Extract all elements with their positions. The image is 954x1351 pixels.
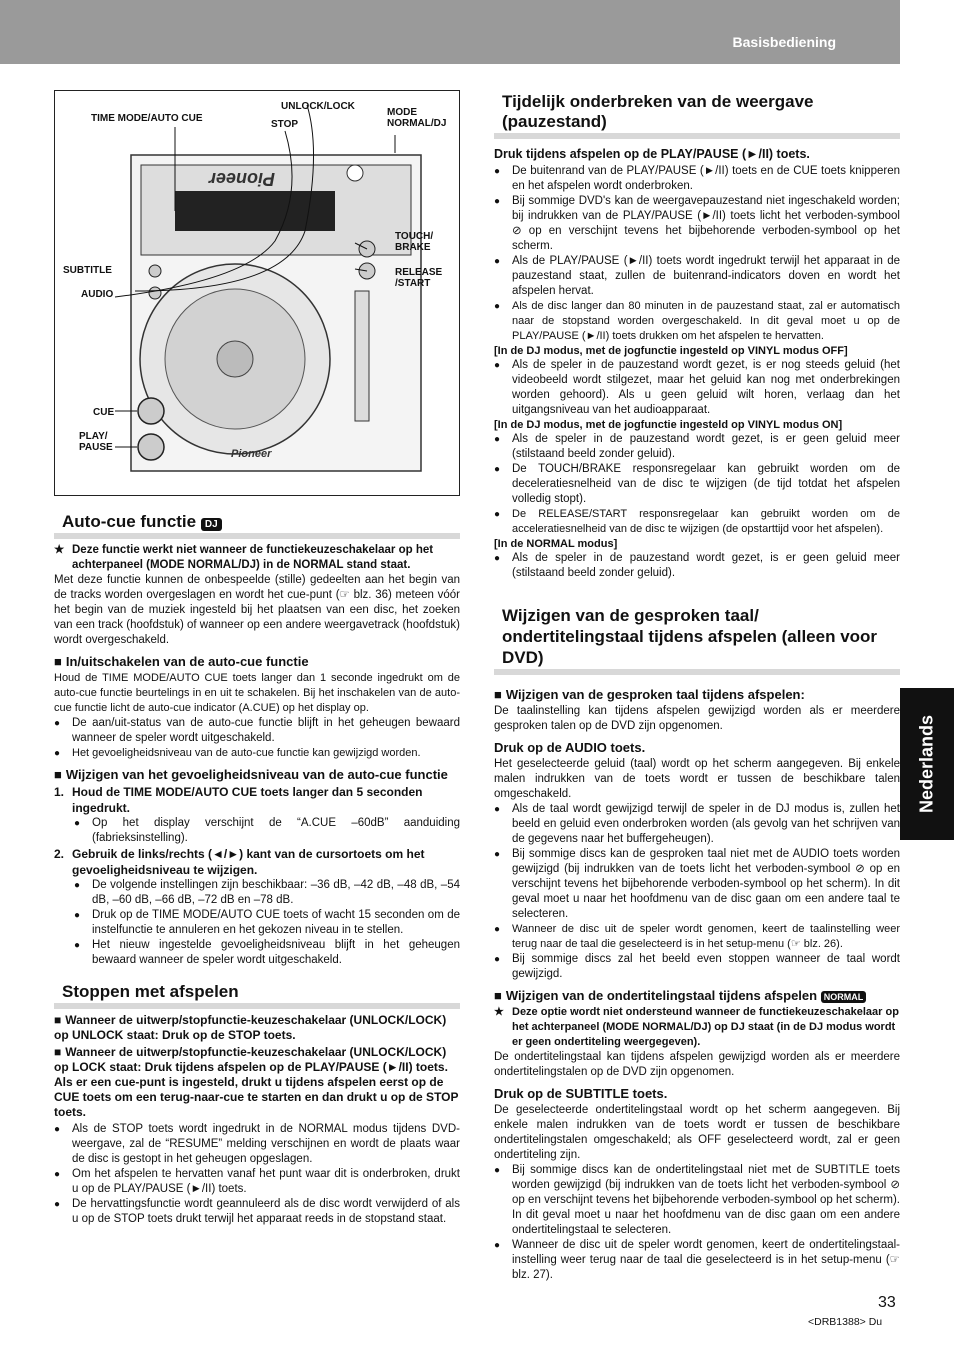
header-bar [0, 0, 900, 64]
label-touch: TOUCH/ BRAKE [395, 231, 434, 253]
list-item: ● Als de speler in de pauzestand wordt gezet, is er geen geluid meer (stilstaand beeld zonder geluid). [494, 432, 900, 462]
label-subtitle: SUBTITLE [63, 265, 112, 276]
list-item: ● Als de STOP toets wordt ingedrukt in de NORMAL modus tijdens DVD-weergave, zal de “RESUME” melding verschijnen en wordt de plaats waar de disc is gestopt in het geheugen opgeslagen. [54, 1122, 460, 1167]
right-column [494, 90, 900, 1283]
list-item: ● Bij sommige DVD's kan de weergavepauzestand niet ingeschakeld worden; bij indrukken van de PLAY/PAUSE (►/II) toets licht het verboden-symbool ⊘ op en verschijnt tevens het bijbehorende verboden-symbool op het scherm. [494, 194, 900, 254]
lang-note: ★ Deze optie wordt niet ondersteund wanneer de functiekeuzeschakelaar op het achterpaneel (MODE NORMAL/DJ) op DJ staat (in de DJ modus wordt er geen ondertiteling weergegeven). [494, 1005, 900, 1050]
list-item: ● Het nieuw ingestelde gevoeligheidsniveau blijft in het geheugen bewaard wanneer de speler wordt uitgeschakeld. [54, 938, 460, 968]
language-tab-label: Nederlands [916, 714, 937, 814]
autocue-sub1: ■ In/uitschakelen van de auto-cue functie [54, 654, 460, 669]
pause-h2: [In de DJ modus, met de jogfunctie ingesteld op VINYL modus ON] [494, 419, 843, 431]
stop-s1: ■ Wanneer de uitwerp/stopfunctie-keuzeschakelaar (UNLOCK/LOCK) op UNLOCK staat: Druk op de STOP toets. [54, 1013, 460, 1043]
stop-title: Stoppen met afspelen [54, 980, 460, 1009]
list-item: ● Op het display verschijnt de “A.CUE –60dB” aanduiding (fabrieksinstelling). [54, 816, 460, 846]
list-item: ● De RELEASE/START responsregelaar kan gebruikt worden om de acceleratiesnelheid van de disc te wijzigen (de opstarttijd voor het afspelen). [494, 507, 900, 537]
list-item: ● Als de speler in de pauzestand wordt gezet, is er nog steeds geluid (het videobeeld wordt stilgezet, maar het geluid kan nog met onderbrekingen worden gehoord). Als u geen geluid wilt horen, verlaag dan het uitgangsniveau van het audioapparaat. [494, 358, 900, 418]
list-item: ● De volgende instellingen zijn beschikbaar: –36 dB, –42 dB, –48 dB, –54 dB, –60 dB, –66 dB, –72 dB en –78 dB. [54, 878, 460, 908]
list-item: ● Als de disc langer dan 80 minuten in de pauzestand staat, zal er automatisch naar de stopstand worden overgeschakeld. In dit geval moet u op de PLAY/PAUSE (►/II) toets drukken om het afspelen te hervatten. [494, 299, 900, 344]
audio-text: Het geselecteerde geluid (taal) wordt op het scherm aangegeven. Bij enkele malen indrukken van de toets wordt er tussen de beschikbare talen omgeschakeld. [494, 758, 900, 800]
list-item: ● De hervattingsfunctie wordt geannuleerd als de disc wordt verwijderd of als u op de STOP toets drukt terwijl het apparaat reeds in de stopstand staat. [54, 1197, 460, 1227]
left-column [54, 90, 460, 1227]
autocue-note: ★ Deze functie werkt niet wanneer de functiekeuzeschakelaar op het achterpaneel (MODE NORMAL/DJ) in de NORMAL stand staat. [54, 543, 460, 573]
list-item: ● Druk op de TIME MODE/AUTO CUE toets of wacht 15 seconden om de instelfunctie te annuleren en het gekozen niveau in te stellen. [54, 908, 460, 938]
list-item: ● De aan/uit-status van de auto-cue functie blijft in het geheugen bewaard wanneer de speler wordt uitgeschakeld. [54, 716, 460, 746]
normal-badge: NORMAL [821, 991, 867, 1003]
svg-text:Pioneer: Pioneer [208, 169, 275, 189]
label-play-pause: PLAY/ PAUSE [79, 431, 113, 453]
label-audio: AUDIO [81, 289, 114, 300]
list-item: ● Wanneer de disc uit de speler wordt genomen, keert de taalinstelling weer terug naar de taal die geselecteerd is in het setup-menu (☞ blz. 26). [494, 922, 900, 952]
autocue-sub1-text: Houd de TIME MODE/AUTO CUE toets langer dan 1 seconde ingedrukt om de auto-cue functie beurtelings in en uit te schakelen. Bij het inschakelen van de auto-cue functie licht de auto-cue indicator (A.CUE) op het display op. [54, 672, 460, 714]
list-item: ● Het gevoeligheidsniveau van de auto-cue functie kan gewijzigd worden. [54, 746, 460, 761]
list-item: ● Wanneer de disc uit de speler wordt genomen, keert de ondertitelingstaal-instelling weer terug naar de taal die geselecteerd is in het setup-menu (☞ blz. 27). [494, 1238, 900, 1283]
section-label: Basisbediening [732, 34, 836, 50]
list-item: ● Om het afspelen te hervatten vanaf het punt waar dit is onderbroken, drukt u op de PLAY/PAUSE (►/II) toets. [54, 1167, 460, 1197]
label-stop: STOP [271, 119, 299, 130]
list-item: ● Als de PLAY/PAUSE (►/II) toets wordt ingedrukt terwijl het apparaat in de pauzestand staat, zullen de buitenrand-indicators doven en wordt het afspelen hervat. [494, 254, 900, 299]
dj-badge: DJ [201, 518, 222, 531]
label-cue: CUE [93, 407, 115, 418]
doc-reference: <DRB1388> Du [808, 1316, 883, 1328]
list-item: ● Als de taal wordt gewijzigd terwijl de speler in de DJ modus is, zullen het beeld en geluid even onderbroken worden (als gevolg van het schrijven van de gegevens naar het buffergeheugen). [494, 802, 900, 847]
list-item: ● Bij sommige discs kan de gesproken taal niet met de AUDIO toets worden gewijzigd (bij indrukken van de toets licht het verboden-symbool ⊘ op en verschijnt tevens het bijbehorende verboden-symbool op het scherm). In dit geval moet u naar het hoofdmenu van de disc gaan om een andere taal te selecteren. [494, 847, 900, 922]
step-2: 2. Gebruik de links/rechts (◄/►) kant van de cursortoets om het gevoeligheidsniveau te wijzigen. [54, 847, 425, 877]
autocue-sub2: ■ Wijzigen van het gevoeligheidsniveau van de auto-cue functie [54, 767, 460, 782]
pause-h1: [In de DJ modus, met de jogfunctie ingesteld op VINYL modus OFF] [494, 345, 848, 357]
page-number: 33 [878, 1294, 896, 1311]
language-tab [900, 688, 954, 840]
lang-sub2: ■ Wijzigen van de ondertitelingstaal tijdens afspelen NORMAL [494, 988, 900, 1003]
pause-title: Tijdelijk onderbreken van de weergave (pauzestand) [494, 90, 900, 139]
stop-s2: ■ Wanneer de uitwerp/stopfunctie-keuzeschakelaar (UNLOCK/LOCK) op LOCK staat: Druk tijdens afspelen op de PLAY/PAUSE (►/II) toets. Als er een cue-punt is ingesteld, drukt u tijdens afspelen eerst op de CUE toets om een terug-naar-cue te starten en dan drukt u op de STOP toets. [54, 1045, 460, 1120]
list-item: ● Als de speler in de pauzestand wordt gezet, is er geen geluid meer (stilstaand beeld zonder geluid). [494, 551, 900, 581]
list-item: ● De buitenrand van de PLAY/PAUSE (►/II) toets en de CUE toets knipperen en het afspelen wordt onderbroken. [494, 164, 900, 194]
list-item: ● Bij sommige discs zal het beeld even stoppen wanneer de taal wordt gewijzigd. [494, 952, 900, 982]
autocue-intro: Met deze functie kunnen de onbespeelde (stille) gedeelten aan het begin van de tracks worden overgeslagen en wordt het cue-punt (☞ blz. 36) meteen vóór het begin van de muziek ingesteld bij het plaatsen van een disc, het zoeken van een track (hoofdstuk) of wanneer op een andere weergavetrack (hoofdstuk) wordt overgeschakeld. [54, 574, 460, 646]
list-item: ● Bij sommige discs kan de ondertitelingstaal niet met de SUBTITLE toets worden gewijzigd (bij indrukken van de toets licht het verboden-symbool ⊘ op en verschijnt tevens het bijbehorende verboden-symbool op het scherm). In dit geval moet u naar het hoofdmenu van de disc gaan om een andere ondertitelingstaal te selecteren. [494, 1163, 900, 1238]
list-item: ● De TOUCH/BRAKE responsregelaar kan gebruikt worden om de deceleratiesnelheid van de disc te wijzigen (de tijd totdat het afspelen volledig stopt). [494, 462, 900, 507]
autocue-title: Auto-cue functie DJ [54, 510, 460, 539]
label-mode: MODE NORMAL/DJ [387, 107, 447, 129]
label-unlock-lock: UNLOCK/LOCK [281, 101, 355, 112]
player-diagram [54, 90, 460, 496]
svg-text:Pioneer: Pioneer [231, 448, 272, 460]
lang-sub1: ■ Wijzigen van de gesproken taal tijdens afspelen: [494, 687, 900, 702]
step-1: 1. Houd de TIME MODE/AUTO CUE toets langer dan 5 seconden ingedrukt. [54, 785, 423, 815]
subtitle-text: De geselecteerde ondertitelingstaal wordt op het scherm aangegeven. Bij enkele malen indrukken van de toets wordt er tussen de beschikbare ondertitelingstalen omgeschakeld; als OFF geselecteerd wordt, zal er geen ondertiteling zijn. [494, 1104, 900, 1161]
label-time-mode: TIME MODE/AUTO CUE [91, 113, 203, 124]
label-release: RELEASE /START [395, 267, 443, 289]
pause-lead: Druk tijdens afspelen op de PLAY/PAUSE (►/II) toets. [494, 147, 810, 161]
lang-sub1-text: De taalinstelling kan tijdens afspelen gewijzigd worden als er meerdere gesproken talen op de DVD zijn opgenomen. [494, 705, 900, 732]
subtitle-head: Druk op de SUBTITLE toets. [494, 1086, 668, 1101]
lang-sub2-text: De ondertitelingstaal kan tijdens afspelen gewijzigd worden als er meerdere ondertitelingstalen op de DVD zijn opgenomen. [494, 1051, 900, 1078]
lang-title: Wijzigen van de gesproken taal/ ondertitelingstaal tijdens afspelen (alleen voor DVD) [494, 603, 900, 675]
pause-h3: [In de NORMAL modus] [494, 538, 618, 550]
audio-head: Druk op de AUDIO toets. [494, 740, 646, 755]
